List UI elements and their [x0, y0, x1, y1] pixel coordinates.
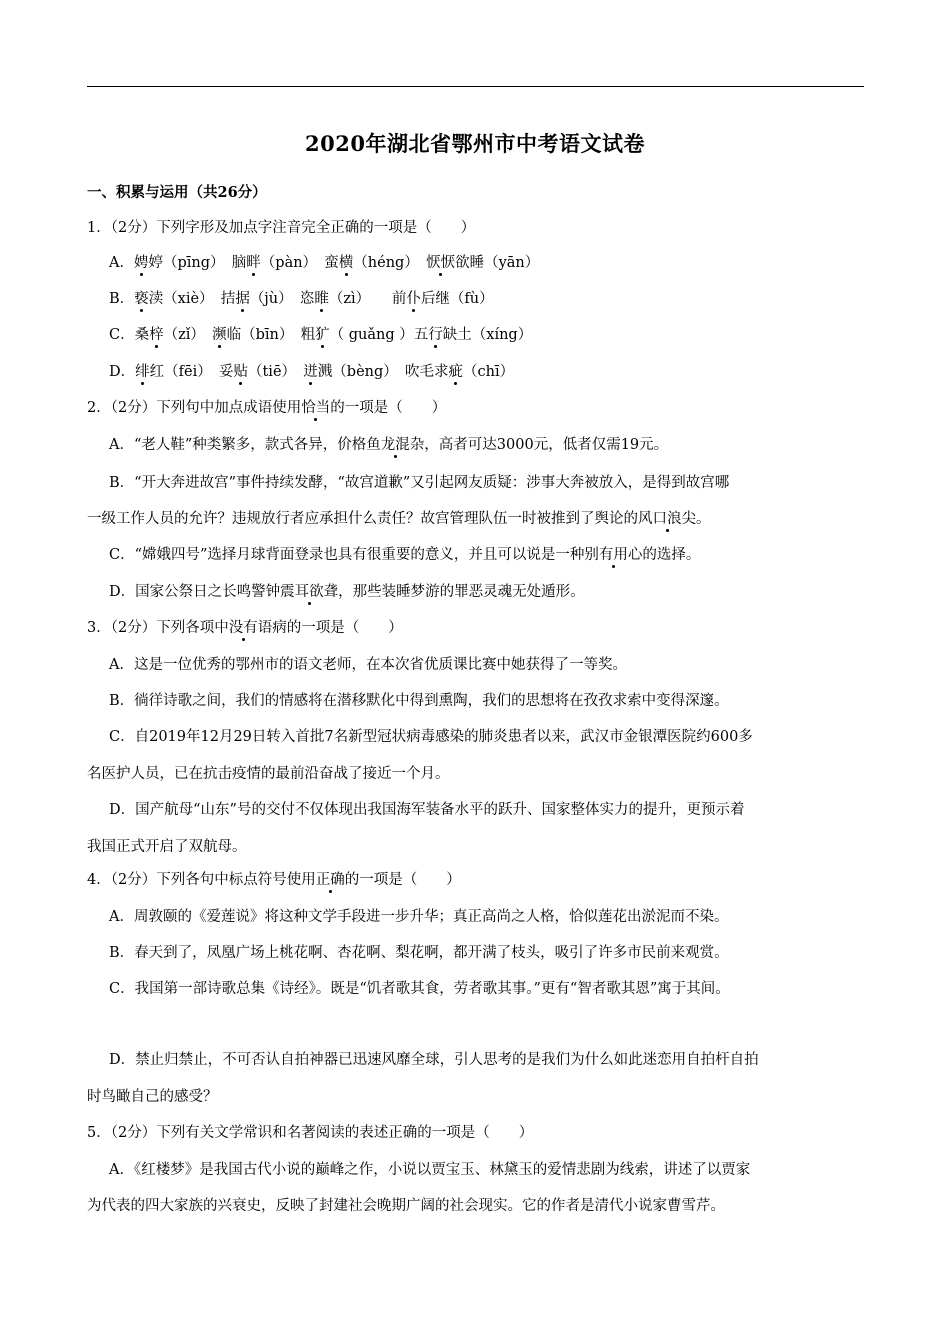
question-3-option-b: B．徜徉诗歌之间，我们的情感将在潜移默化中得到熏陶，我们的思想将在孜孜求索中变得深邃。: [109, 693, 729, 709]
question-5-stem: 5．（2分）下列有关文学常识和名著阅读的表述正确的一项是（ ）: [87, 1125, 534, 1141]
question-2-option-c: C．“嫦娥四号”选择月球背面登录也具有很重要的意义，并且可以说是一种别有用心的选择。: [109, 547, 701, 563]
question-5-option-a-line1: A．《红楼梦》是我国古代小说的巅峰之作，小说以贾宝玉、林黛玉的爱情悲剧为线索，讲述了以贾家: [109, 1162, 751, 1178]
question-4-option-d-line1: D．禁止归禁止，不可否认自拍神器已迅速风靡全球，引人思考的是我们为什么如此迷恋用自拍杆自拍: [109, 1052, 759, 1068]
question-1-option-b: B．亵渎（xiè） 拮据（jù） 恣睢（zì） 前仆后继（fù）: [109, 291, 494, 307]
question-5-option-a-line2: 为代表的四大家族的兴衰史，反映了封建社会晚期广阔的社会现实。它的作者是清代小说家曹雪芹。: [87, 1198, 725, 1214]
question-4-option-b: B．春天到了，凤凰广场上桃花啊、杏花啊、梨花啊，都开满了枝头，吸引了许多市民前来观赏。: [109, 945, 729, 961]
question-3-option-c-line2: 名医护人员，已在抗击疫情的最前沿奋战了接近一个月。: [87, 766, 450, 782]
question-3-stem: 3．（2分）下列各项中没有语病的一项是（ ）: [87, 620, 403, 636]
page-title: 2020年湖北省鄂州市中考语文试卷: [305, 131, 645, 156]
question-4-option-d-line2: 时鸟瞰自己的感受？: [87, 1089, 218, 1105]
question-1-option-c: C．桑梓（zǐ） 濒临（bīn） 粗犷（ guǎng ）五行缺土（xíng）: [109, 327, 533, 343]
question-3-option-c-line1: C．自2019年12月29日转入首批7名新型冠状病毒感染的肺炎患者以来，武汉市金银潭医院约600多: [109, 729, 753, 745]
question-4-option-a: A．周敦颐的《爱莲说》将这种文学手段进一步升华；真正高尚之人格，恰似莲花出淤泥而不染。: [109, 909, 729, 925]
question-3-option-d-line2: 我国正式开启了双航母。: [87, 839, 247, 855]
question-2-option-b-line1: B．“开大奔进故宫”事件持续发酵，“故宫道歉”又引起网友质疑：涉事大奔被放入，是得到故宫哪: [109, 475, 730, 491]
question-1-option-d: D．绯红（fēi） 妥贴（tiē） 迸溅（bèng） 吹毛求疵（chī）: [109, 364, 515, 380]
header-rule: [87, 86, 864, 87]
question-2-option-d: D．国家公祭日之长鸣警钟震耳欲聋，那些装睡梦游的罪恶灵魂无处遁形。: [109, 584, 585, 600]
question-2-option-b-line2: 一级工作人员的允许？违规放行者应承担什么责任？故宫管理队伍一时被推到了舆论的风口浪尖。: [87, 511, 711, 527]
question-3-option-a: A．这是一位优秀的鄂州市的语文老师，在本次省优质课比赛中她获得了一等奖。: [109, 657, 627, 673]
question-1-stem: 1．（2分）下列字形及加点字注音完全正确的一项是（ ）: [87, 220, 476, 236]
question-2-stem: 2．（2分）下列句中加点成语使用恰当的一项是（ ）: [87, 400, 447, 416]
question-4-option-c: C．我国第一部诗歌总集《诗经》。既是“饥者歌其食，劳者歌其事。”更有“智者歌其恩”寓于其间。: [109, 981, 730, 997]
question-3-option-d-line1: D．国产航母“山东”号的交付不仅体现出我国海军装备水平的跃升、国家整体实力的提升，更预示着: [109, 802, 745, 818]
question-2-option-a: A．“老人鞋”种类繁多，款式各异，价格鱼龙混杂，高者可达3000元，低者仅需19元。: [109, 437, 669, 453]
section-heading: 一、积累与运用（共26分）: [87, 184, 267, 201]
question-4-stem: 4．（2分）下列各句中标点符号使用正确的一项是（ ）: [87, 872, 461, 888]
question-1-option-a: A．娉婷（pīng） 脑畔（pàn） 蛮横（héng） 恹恹欲睡（yān）: [109, 255, 540, 271]
